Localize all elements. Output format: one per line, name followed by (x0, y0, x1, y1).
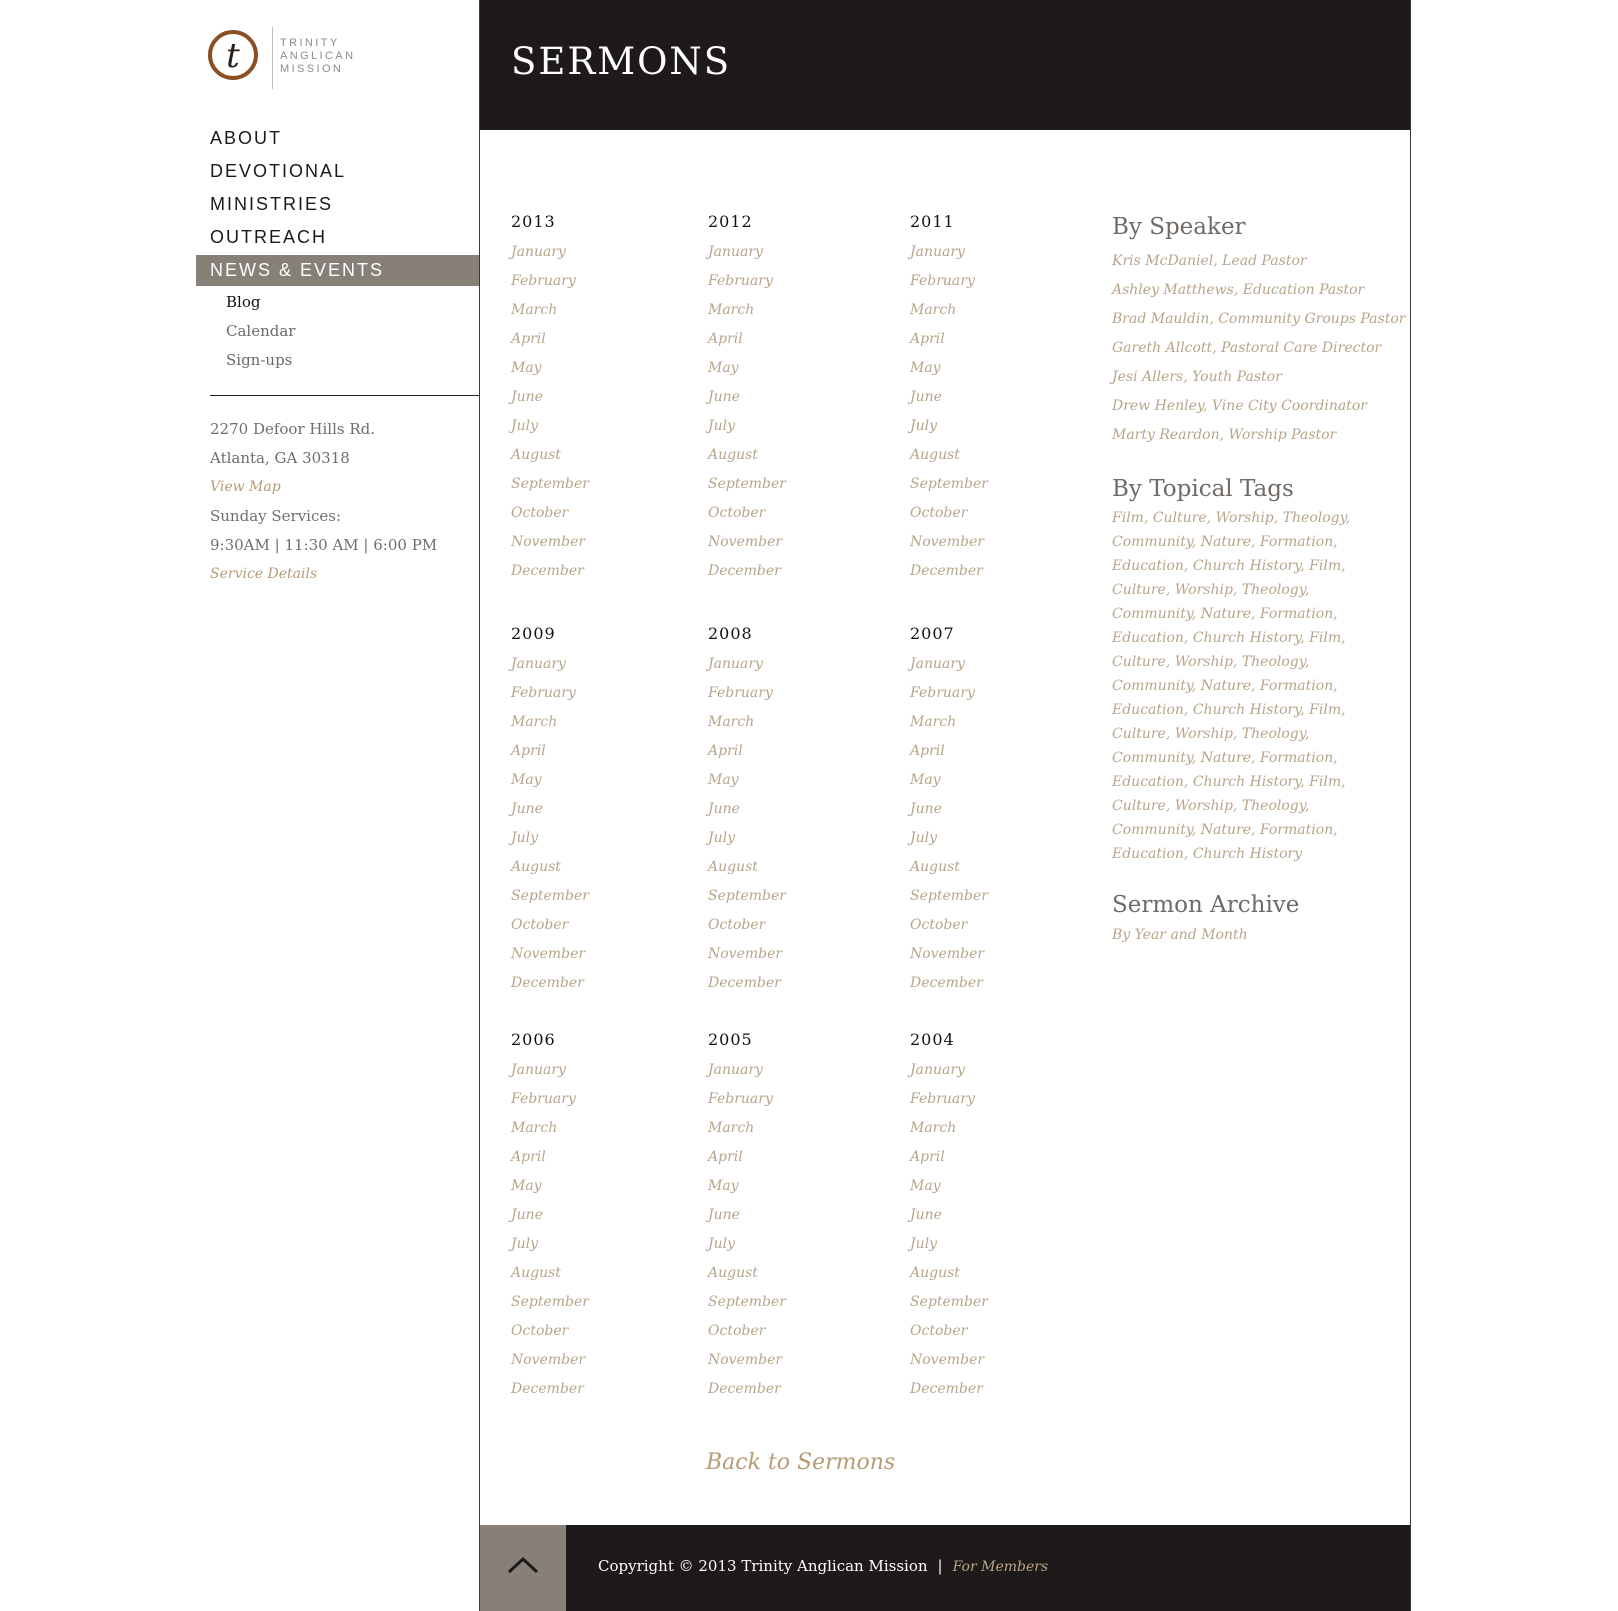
month-link[interactable]: January (708, 1062, 763, 1078)
month-link[interactable]: January (511, 1062, 566, 1078)
month-link[interactable]: October (511, 505, 569, 521)
month-link[interactable]: April (708, 1149, 743, 1165)
footer-text (598, 1557, 1048, 1575)
logo-emblem-icon: t (208, 30, 258, 80)
month-link[interactable]: October (708, 1323, 766, 1339)
month-link[interactable]: December (511, 1381, 584, 1397)
month-link[interactable]: May (511, 1178, 542, 1194)
year-block (910, 622, 1090, 998)
month-link[interactable]: July (708, 1236, 736, 1252)
month-link[interactable]: March (708, 302, 755, 318)
month-link[interactable]: April (910, 1149, 945, 1165)
month-link[interactable]: August (708, 447, 758, 463)
month-link[interactable]: March (708, 714, 755, 730)
month-link[interactable]: November (708, 1352, 783, 1368)
sub-nav-item-blog[interactable]: Blog (226, 293, 261, 311)
nav-item-ministries[interactable]: MINISTRIES (210, 194, 334, 214)
nav-item-outreach[interactable]: OUTREACH (210, 227, 328, 247)
month-link[interactable]: January (910, 244, 965, 260)
month-link[interactable]: November (910, 946, 985, 962)
month-link[interactable]: June (910, 389, 942, 405)
year-heading: 2008 (708, 624, 753, 643)
month-link[interactable]: March (708, 1120, 755, 1136)
month-link[interactable]: May (910, 1178, 941, 1194)
month-link[interactable]: April (910, 331, 945, 347)
year-block (511, 1028, 691, 1404)
speaker-link[interactable]: Marty Reardon, Worship Pastor (1112, 427, 1337, 443)
address-line-1: 2270 Defoor Hills Rd. (210, 420, 375, 438)
month-link[interactable]: February (511, 685, 576, 701)
year-block (910, 1028, 1090, 1404)
month-link[interactable]: January (708, 244, 763, 260)
contact-info (210, 415, 480, 589)
nav-item-devotional[interactable]: DEVOTIONAL (210, 161, 347, 181)
month-link[interactable]: June (708, 1207, 740, 1223)
by-topical-tags-heading: By Topical Tags (1112, 476, 1294, 502)
month-link[interactable]: February (511, 273, 576, 289)
month-link[interactable]: May (511, 360, 542, 376)
month-link[interactable]: November (708, 946, 783, 962)
month-link[interactable]: April (511, 1149, 546, 1165)
month-link[interactable]: November (708, 534, 783, 550)
month-link[interactable]: January (910, 1062, 965, 1078)
month-link[interactable]: June (511, 389, 543, 405)
month-link[interactable]: November (910, 1352, 985, 1368)
month-link[interactable]: February (708, 1091, 773, 1107)
month-link[interactable]: July (511, 418, 539, 434)
services-label: Sunday Services: (210, 507, 342, 525)
month-link[interactable]: June (708, 389, 740, 405)
month-link[interactable]: December (708, 975, 781, 991)
month-link[interactable]: March (910, 302, 957, 318)
logo-divider (272, 27, 273, 89)
year-heading: 2007 (910, 624, 955, 643)
speaker-link[interactable]: Jesi Allers, Youth Pastor (1112, 369, 1282, 385)
filter-panel (1112, 210, 1406, 948)
month-link[interactable]: May (708, 1178, 739, 1194)
month-link[interactable]: September (708, 476, 786, 492)
month-link[interactable]: March (910, 1120, 957, 1136)
month-link[interactable]: March (511, 1120, 558, 1136)
month-link[interactable]: July (910, 418, 938, 434)
page-title: SERMONS (511, 40, 732, 83)
month-link[interactable]: October (910, 1323, 968, 1339)
month-link[interactable]: July (511, 830, 539, 846)
year-heading: 2006 (511, 1030, 556, 1049)
month-link[interactable]: June (511, 801, 543, 817)
month-link[interactable]: December (511, 975, 584, 991)
sermon-archive-heading: Sermon Archive (1112, 892, 1300, 918)
month-link[interactable]: September (511, 476, 589, 492)
month-link[interactable]: March (511, 302, 558, 318)
month-link[interactable]: September (910, 1294, 988, 1310)
year-heading: 2011 (910, 212, 955, 231)
month-link[interactable]: August (708, 1265, 758, 1281)
year-block (511, 622, 691, 998)
service-times: 9:30AM | 11:30 AM | 6:00 PM (210, 536, 438, 554)
back-to-sermons-link[interactable]: Back to Sermons (706, 1450, 896, 1475)
month-link[interactable]: May (708, 772, 739, 788)
page-header (480, 0, 1410, 130)
year-block (708, 1028, 888, 1404)
view-map-link[interactable]: View Map (210, 479, 281, 495)
month-link[interactable]: September (910, 476, 988, 492)
month-link[interactable]: December (708, 1381, 781, 1397)
month-link[interactable]: December (910, 1381, 983, 1397)
month-link[interactable]: April (511, 331, 546, 347)
sidebar (196, 0, 480, 1611)
month-link[interactable]: June (708, 801, 740, 817)
month-link[interactable]: June (910, 1207, 942, 1223)
month-link[interactable]: August (511, 1265, 561, 1281)
month-link[interactable]: June (511, 1207, 543, 1223)
month-link[interactable]: August (910, 859, 960, 875)
copyright-text: Copyright © 2013 Trinity Anglican Mission (598, 1557, 928, 1575)
month-link[interactable]: October (910, 917, 968, 933)
month-link[interactable]: May (910, 360, 941, 376)
month-link[interactable]: September (708, 888, 786, 904)
month-link[interactable]: April (511, 743, 546, 759)
year-heading: 2005 (708, 1030, 753, 1049)
month-link[interactable]: July (910, 830, 938, 846)
month-link[interactable]: April (708, 743, 743, 759)
month-link[interactable]: August (511, 447, 561, 463)
speaker-link[interactable]: Gareth Allcott, Pastoral Care Director (1112, 340, 1382, 356)
month-link[interactable]: August (511, 859, 561, 875)
month-link[interactable]: February (910, 273, 975, 289)
month-link[interactable]: February (511, 1091, 576, 1107)
sub-nav-item-calendar[interactable]: Calendar (226, 322, 296, 340)
month-link[interactable]: October (511, 917, 569, 933)
service-details-link[interactable]: Service Details (210, 566, 318, 582)
by-speaker-heading: By Speaker (1112, 214, 1246, 240)
topical-tags-list[interactable]: Film, Culture, Worship, Theology, Community, Nature, Formation, Education, Church History, Film, Culture, Worship, Theology, Community, Nature, Formation, Education, Church History, Film, Culture, Worship, Theology, Community, Nature, Formation, Education, Church History, Film, Culture, Worship, Theology, Community, Nature, Formation, Education, Church History, Film, Culture, Worship, Theology, Community, Nature, Formation, Education, Church History (1112, 510, 1351, 862)
month-link[interactable]: May (910, 772, 941, 788)
month-link[interactable]: March (910, 714, 957, 730)
year-heading: 2009 (511, 624, 556, 643)
year-heading: 2004 (910, 1030, 955, 1049)
back-to-top-button[interactable] (480, 1525, 566, 1611)
chevron-up-icon (506, 1555, 540, 1575)
month-link[interactable]: January (708, 656, 763, 672)
year-block (511, 210, 691, 586)
sub-nav-item-sign-ups[interactable]: Sign-ups (226, 351, 293, 369)
month-link[interactable]: August (910, 447, 960, 463)
month-link[interactable]: September (708, 1294, 786, 1310)
month-link[interactable]: May (511, 772, 542, 788)
month-link[interactable]: December (511, 563, 584, 579)
footer-separator: | (937, 1557, 943, 1575)
month-link[interactable]: September (910, 888, 988, 904)
month-link[interactable]: September (511, 888, 589, 904)
month-link[interactable]: December (910, 975, 983, 991)
month-link[interactable]: November (910, 534, 985, 550)
month-link[interactable]: January (910, 656, 965, 672)
site-logo[interactable] (208, 27, 368, 91)
sub-nav (196, 286, 480, 375)
year-heading: 2012 (708, 212, 753, 231)
month-link[interactable]: February (708, 273, 773, 289)
month-link[interactable]: October (511, 1323, 569, 1339)
footer (480, 1525, 1410, 1611)
month-link[interactable]: August (708, 859, 758, 875)
month-link[interactable]: July (708, 830, 736, 846)
month-link[interactable]: November (511, 534, 586, 550)
month-link[interactable]: April (910, 743, 945, 759)
month-link[interactable]: September (511, 1294, 589, 1310)
nav-item-news-events[interactable]: NEWS & EVENTS (196, 255, 480, 286)
speaker-link[interactable]: Drew Henley, Vine City Coordinator (1112, 398, 1367, 414)
month-link[interactable]: July (910, 1236, 938, 1252)
month-link[interactable]: February (708, 685, 773, 701)
month-link[interactable]: August (910, 1265, 960, 1281)
month-link[interactable]: February (910, 685, 975, 701)
month-link[interactable]: October (910, 505, 968, 521)
month-link[interactable]: January (511, 656, 566, 672)
speaker-link[interactable]: Ashley Matthews, Education Pastor (1112, 282, 1365, 298)
for-members-link[interactable]: For Members (952, 1559, 1049, 1575)
month-link[interactable]: March (511, 714, 558, 730)
month-link[interactable]: December (910, 563, 983, 579)
month-link[interactable]: June (910, 801, 942, 817)
main-content (479, 0, 1411, 1611)
month-link[interactable]: April (708, 331, 743, 347)
month-link[interactable]: November (511, 1352, 586, 1368)
year-block (708, 210, 888, 586)
nav-item-about[interactable]: ABOUT (210, 128, 283, 148)
speaker-link[interactable]: Brad Mauldin, Community Groups Pastor (1112, 311, 1406, 327)
year-block (910, 210, 1090, 586)
address-line-2: Atlanta, GA 30318 (210, 449, 350, 467)
speaker-link[interactable]: Kris McDaniel, Lead Pastor (1112, 253, 1307, 269)
logo-wordmark: TRINITY ANGLICAN MISSION (280, 37, 356, 75)
by-year-month-link[interactable]: By Year and Month (1112, 927, 1248, 943)
sidebar-divider (210, 395, 480, 396)
month-link[interactable]: November (511, 946, 586, 962)
month-link[interactable]: February (910, 1091, 975, 1107)
main-nav (196, 122, 480, 375)
month-link[interactable]: July (511, 1236, 539, 1252)
month-link[interactable]: January (511, 244, 566, 260)
year-block (708, 622, 888, 998)
month-link[interactable]: May (708, 360, 739, 376)
month-link[interactable]: July (708, 418, 736, 434)
month-link[interactable]: December (708, 563, 781, 579)
month-link[interactable]: October (708, 917, 766, 933)
year-heading: 2013 (511, 212, 556, 231)
month-link[interactable]: October (708, 505, 766, 521)
